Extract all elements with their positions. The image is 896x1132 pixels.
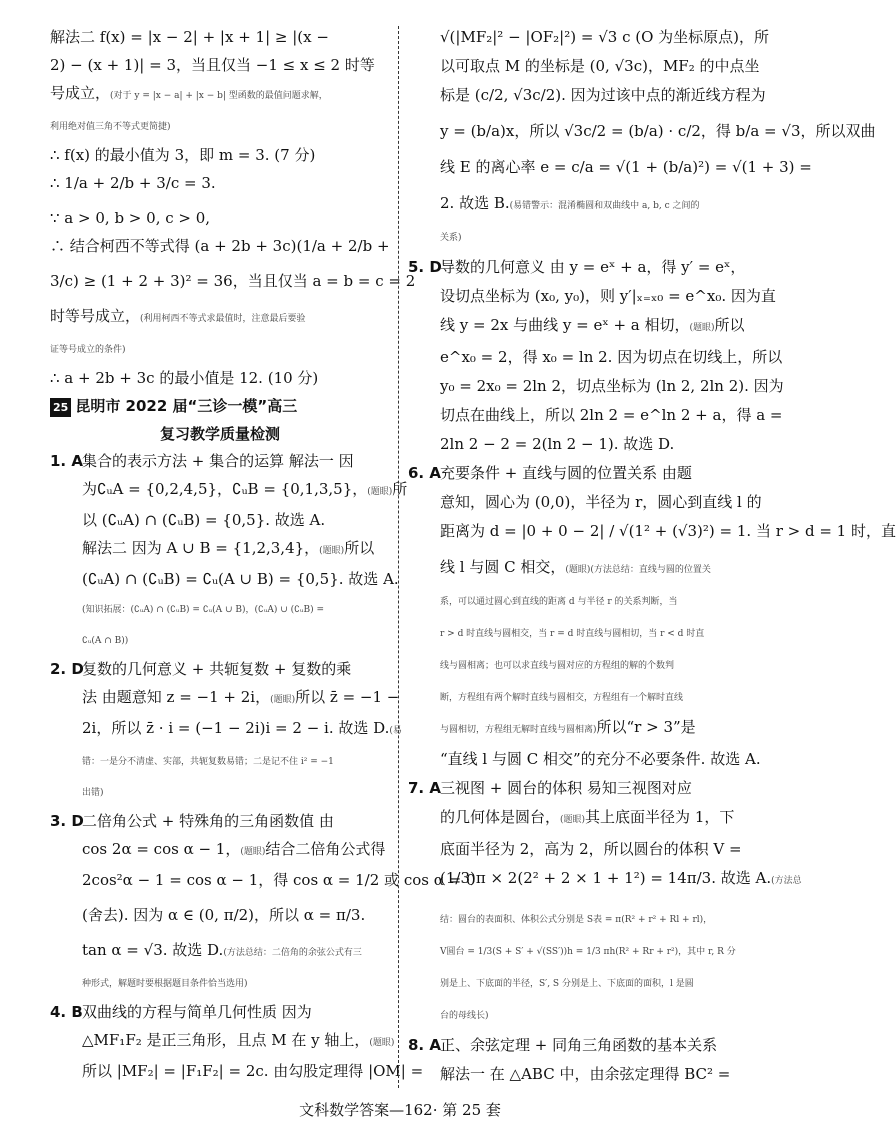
- line-text: 集合的表示方法 + 集合的运算 解法一 因: [82, 452, 354, 470]
- text-line: [408, 348, 783, 367]
- annotation-note: 系，可以通过圆心到直线的距离 d 与半径 r 的关系判断，当: [440, 597, 678, 607]
- exam-heading: [50, 397, 390, 417]
- line-text: 设切点坐标为 (x₀, y₀)，则 y′|ₓ₌ₓ₀ = e^x₀. 因为直: [440, 287, 776, 305]
- text-line: [408, 808, 778, 830]
- annotation-note: (利用柯西不等式求最值时，注意最后要验: [140, 314, 306, 324]
- text-line: [50, 539, 390, 561]
- text-line: [408, 1004, 778, 1026]
- text-line: [408, 908, 778, 930]
- answer-item: [408, 1036, 778, 1055]
- line-text: 法 由题意知 z = −1 + 2i，: [82, 688, 271, 706]
- text-line: [408, 57, 778, 76]
- text-line: [50, 871, 476, 890]
- right-column: [408, 28, 896, 1088]
- text-line: [408, 718, 778, 740]
- text-line: [50, 115, 390, 137]
- text-line: [408, 287, 778, 306]
- text-line: [50, 307, 390, 329]
- text-line: [408, 972, 778, 994]
- text-line: [408, 316, 778, 338]
- text-line: [50, 598, 390, 620]
- text-line: [50, 781, 390, 803]
- line-text: 2i，所以 z̄ · i = (−1 − 2i)i = 2 − i. 故选 D.: [82, 719, 390, 737]
- line-text-continued: 所以 z̄ = −1 −: [295, 688, 400, 706]
- line-text: (∁ᵤA) ∩ (∁ᵤB) = ∁ᵤ(A ∪ B) = {0,5}. 故选 A.: [82, 570, 399, 588]
- line-text: 3/c) ≥ (1 + 2 + 3)² = 36，当且仅当 a = b = c = 2: [50, 272, 416, 290]
- line-text: 解法二 f(x) = |x − 2| + |x + 1| ≥ |(x −: [50, 28, 329, 46]
- line-text: 所以 |MF₂| = |F₁F₂| = 2c. 由勾股定理得 |OM| =: [82, 1062, 424, 1080]
- line-text: y₀ = 2x₀ = 2ln 2，切点坐标为 (ln 2, 2ln 2). 因为: [440, 377, 784, 395]
- annotation-note: 与圆相切，方程组无解时直线与圆相离): [440, 725, 597, 735]
- line-text: 线 y = 2x 与曲线 y = eˣ + a 相切，: [440, 316, 690, 334]
- annotation-note: (题眼): [369, 1038, 395, 1048]
- question-number: 3. D: [50, 812, 84, 830]
- annotation-note: 断，方程组有两个解时直线与圆相交，方程组有一个解时直线: [440, 693, 684, 703]
- annotation-note: (方法总结：二倍角的余弦公式有三: [223, 948, 362, 958]
- line-text: 线 E 的离心率 e = c/a = √(1 + (b/a)²) = √(1 + 3) =: [440, 158, 812, 176]
- annotation-note: 别是上、下底面的半径，S′, S 分别是上、下底面的面积，l 是圆: [440, 979, 694, 989]
- text-line: [408, 28, 778, 47]
- annotation-note: 证等号成立的条件): [50, 345, 126, 355]
- text-line: [408, 226, 778, 248]
- question-number: 6. A: [408, 464, 441, 482]
- annotation-note: V圆台 = 1/3(S + S′ + √(SS′))h = 1/3 πh(R² + Rr + r²)，其中 r, R 分: [440, 947, 736, 957]
- text-line: [408, 558, 778, 580]
- line-text: 解法二 因为 A ∪ B = {1,2,3,4}，: [82, 539, 320, 557]
- annotation-note: 利用绝对值三角不等式更简捷): [50, 122, 171, 132]
- text-line: [408, 940, 778, 962]
- question-number: 8. A: [408, 1036, 441, 1054]
- annotation-note: 关系): [440, 233, 462, 243]
- line-text: 切点在曲线上，所以 2ln 2 = e^ln 2 + a，得 a =: [440, 406, 783, 424]
- line-text: y = (b/a)x，所以 √3c/2 = (b/a) · c/2，得 b/a = √3，所以双曲: [440, 122, 876, 140]
- annotation-note: 种形式，解题时要根据题目条件恰当选用): [82, 979, 248, 989]
- text-line: [50, 174, 390, 193]
- line-text: 为∁ᵤA = {0,2,4,5}，∁ᵤB = {0,1,3,5}，: [82, 480, 368, 498]
- question-number: 1. A: [50, 452, 83, 470]
- line-text: ∴ f(x) 的最小值为 3，即 m = 3. (7 分): [50, 146, 316, 164]
- line-text: 2cos²α − 1 = cos α − 1，得 cos α = 1/2 或 cos α = 0: [82, 871, 476, 889]
- line-text: 双曲线的方程与简单几何性质 因为: [82, 1003, 312, 1021]
- annotation-note: (题眼)(方法总结：直线与圆的位置关: [565, 565, 711, 575]
- exam-number-badge: 25: [50, 398, 71, 417]
- text-line: [408, 435, 778, 454]
- line-text: e^x₀ = 2，得 x₀ = ln 2. 因为切点在切线上，所以: [440, 348, 783, 366]
- question-number: 7. A: [408, 779, 441, 797]
- exam-title-line2: 复习教学质量检测: [159, 425, 280, 443]
- line-text: 距离为 d = |0 + 0 − 2| / √(1² + (√3)²) = 1. 当 r > d = 1 时，直: [440, 522, 896, 540]
- answer-item: [408, 464, 778, 483]
- annotation-note: 结：圆台的表面积、体积公式分别是 S表 = π(R² + r² + Rl + rl)，: [440, 915, 713, 925]
- text-line: [50, 906, 390, 925]
- line-text: ∴ 结合柯西不等式得 (a + 2b + 3c)(1/a + 2/b +: [50, 237, 390, 255]
- line-text-continued: 所: [392, 480, 408, 498]
- line-text: 复数的几何意义 + 共轭复数 + 复数的乘: [82, 660, 352, 678]
- question-number: 5. D: [408, 258, 442, 276]
- text-line: [50, 84, 390, 106]
- line-text: 2ln 2 − 2 = 2(ln 2 − 1). 故选 D.: [440, 435, 675, 453]
- line-text: 以可取点 M 的坐标是 (0, √3c)，MF₂ 的中点坐: [440, 57, 760, 75]
- text-line: [50, 338, 390, 360]
- text-line: [408, 194, 778, 216]
- text-line: [50, 272, 416, 291]
- question-number: 4. B: [50, 1003, 83, 1021]
- line-text-continued: 所以: [714, 316, 745, 334]
- annotation-note: (题眼): [319, 546, 345, 556]
- line-text: ∴ a + 2b + 3c 的最小值是 12. (10 分): [50, 369, 319, 387]
- line-text: 导数的几何意义 由 y = eˣ + a，得 y′ = eˣ，: [440, 258, 746, 276]
- text-line: [50, 972, 390, 994]
- line-text: 2. 故选 B.: [440, 194, 510, 212]
- answer-item: [50, 812, 390, 831]
- answer-item: [50, 660, 390, 679]
- line-text: 正、余弦定理 + 同角三角函数的基本关系: [440, 1036, 718, 1054]
- line-text: 底面半径为 2，高为 2，所以圆台的体积 V =: [440, 840, 742, 858]
- text-line: [408, 122, 876, 141]
- text-line: [408, 377, 784, 396]
- text-line: [50, 719, 402, 741]
- line-text: 时等号成立，: [50, 307, 141, 325]
- annotation-note: 线与圆相离；也可以求直线与圆对应的方程组的解的个数判: [440, 661, 675, 671]
- text-line: [50, 146, 390, 165]
- line-text: 2) − (x + 1)| = 3，当且仅当 −1 ≤ x ≤ 2 时等: [50, 56, 375, 74]
- line-text: 充要条件 + 直线与圆的位置关系 由题: [440, 464, 692, 482]
- text-line: [408, 654, 778, 676]
- line-text: 的几何体是圆台，: [440, 808, 561, 826]
- line-text: 号成立，: [50, 84, 111, 102]
- annotation-note: (易: [389, 726, 402, 736]
- text-line: [408, 1065, 778, 1084]
- text-line: [408, 686, 778, 708]
- text-line: [50, 1062, 424, 1081]
- text-line: [50, 56, 390, 75]
- text-line: [408, 158, 812, 177]
- annotation-note: (对于 y = |x − a| + |x − b| 型函数的最值问题求解，: [110, 91, 328, 101]
- text-line: [50, 369, 390, 388]
- line-text-continued: 结合二倍角公式得: [265, 840, 386, 858]
- annotation-note: r > d 时直线与圆相交，当 r = d 时直线与圆相切，当 r < d 时直: [440, 629, 705, 639]
- text-line: [50, 750, 390, 772]
- line-text: (1/3)π × 2(2² + 2 × 1 + 1²) = 14π/3. 故选 A.: [440, 869, 772, 887]
- annotation-note: (题眼): [367, 487, 393, 497]
- text-line: [408, 590, 778, 612]
- annotation-note: (题眼): [270, 695, 296, 705]
- text-line: [50, 840, 390, 862]
- text-line: [408, 622, 778, 644]
- text-line: [50, 570, 399, 589]
- text-line: [50, 941, 390, 963]
- line-text: 标是 (c/2, √3c/2). 因为过该中点的渐近线方程为: [440, 86, 766, 104]
- line-text: △MF₁F₂ 是正三角形，且点 M 在 y 轴上，: [82, 1031, 370, 1049]
- exam-title-line1: 昆明市 2022 届“三诊一模”高三: [75, 397, 298, 415]
- answer-item: [408, 779, 778, 798]
- line-text: (舍去). 因为 α ∈ (0, π/2)，所以 α = π/3.: [82, 906, 366, 924]
- line-text-continued: 所以: [344, 539, 375, 557]
- text-line: [50, 511, 390, 530]
- annotation-note: 错：一是分不清虚、实部，共轭复数易错；二是记不住 i² = −1: [82, 757, 334, 767]
- answer-item: [50, 452, 390, 471]
- line-text: “直线 l 与圆 C 相交”的充分不必要条件. 故选 A.: [440, 750, 761, 768]
- annotation-note: (易错警示：混淆椭圆和双曲线中 a, b, c 之间的: [509, 201, 700, 211]
- line-text: 意知，圆心为 (0,0)，半径为 r，圆心到直线 l 的: [440, 493, 762, 511]
- text-line: [50, 28, 390, 47]
- text-line: [50, 688, 400, 710]
- text-line: [50, 1031, 395, 1053]
- line-text: 线 l 与圆 C 相交，: [440, 558, 566, 576]
- annotation-note: (方法总: [771, 876, 802, 886]
- text-line: [408, 522, 896, 541]
- text-line: [408, 493, 778, 512]
- text-line: [408, 840, 778, 859]
- column-divider: [398, 26, 399, 1088]
- line-text: cos 2α = cos α − 1，: [82, 840, 241, 858]
- text-line: [50, 209, 390, 228]
- annotation-note: (题眼): [689, 323, 715, 333]
- line-text: √(|MF₂|² − |OF₂|²) = √3 c (O 为坐标原点)，所: [440, 28, 770, 46]
- annotation-note: 出错): [82, 788, 104, 798]
- line-text: ∴ 1/a + 2/b + 3/c = 3.: [50, 174, 216, 192]
- annotation-note: (题眼): [240, 847, 266, 857]
- text-line: [408, 86, 778, 105]
- line-text-continued: 所以“r > 3”是: [596, 718, 696, 736]
- text-line: [408, 869, 802, 891]
- page-footer: 文科数学答案—162· 第 25 套: [299, 1101, 501, 1119]
- line-text: 二倍角公式 + 特殊角的三角函数值 由: [82, 812, 334, 830]
- text-line: [408, 750, 778, 769]
- line-text: 三视图 + 圆台的体积 易知三视图对应: [440, 779, 692, 797]
- text-line: [408, 406, 783, 425]
- line-text-continued: 其上底面半径为 1，下: [585, 808, 735, 826]
- annotation-note: (知识拓展：(∁ᵤA) ∩ (∁ᵤB) = ∁ᵤ(A ∪ B)，(∁ᵤA) ∪ (∁ᵤB) =: [82, 605, 324, 615]
- annotation-note: (题眼): [560, 815, 586, 825]
- annotation-note: 台的母线长): [440, 1011, 489, 1021]
- line-text: tan α = √3. 故选 D.: [82, 941, 224, 959]
- question-number: 2. D: [50, 660, 84, 678]
- answer-item: [50, 1003, 390, 1022]
- line-text: 解法一 在 △ABC 中，由余弦定理得 BC² =: [440, 1065, 731, 1083]
- line-text: 以 (∁ᵤA) ∩ (∁ᵤB) = {0,5}. 故选 A.: [82, 511, 326, 529]
- text-line: [50, 237, 390, 256]
- text-line: [50, 629, 390, 651]
- text-line: [50, 480, 408, 502]
- answer-item: [408, 258, 778, 277]
- annotation-note: ∁ᵤ(A ∩ B)): [82, 636, 129, 646]
- line-text: ∵ a > 0, b > 0, c > 0,: [50, 209, 211, 227]
